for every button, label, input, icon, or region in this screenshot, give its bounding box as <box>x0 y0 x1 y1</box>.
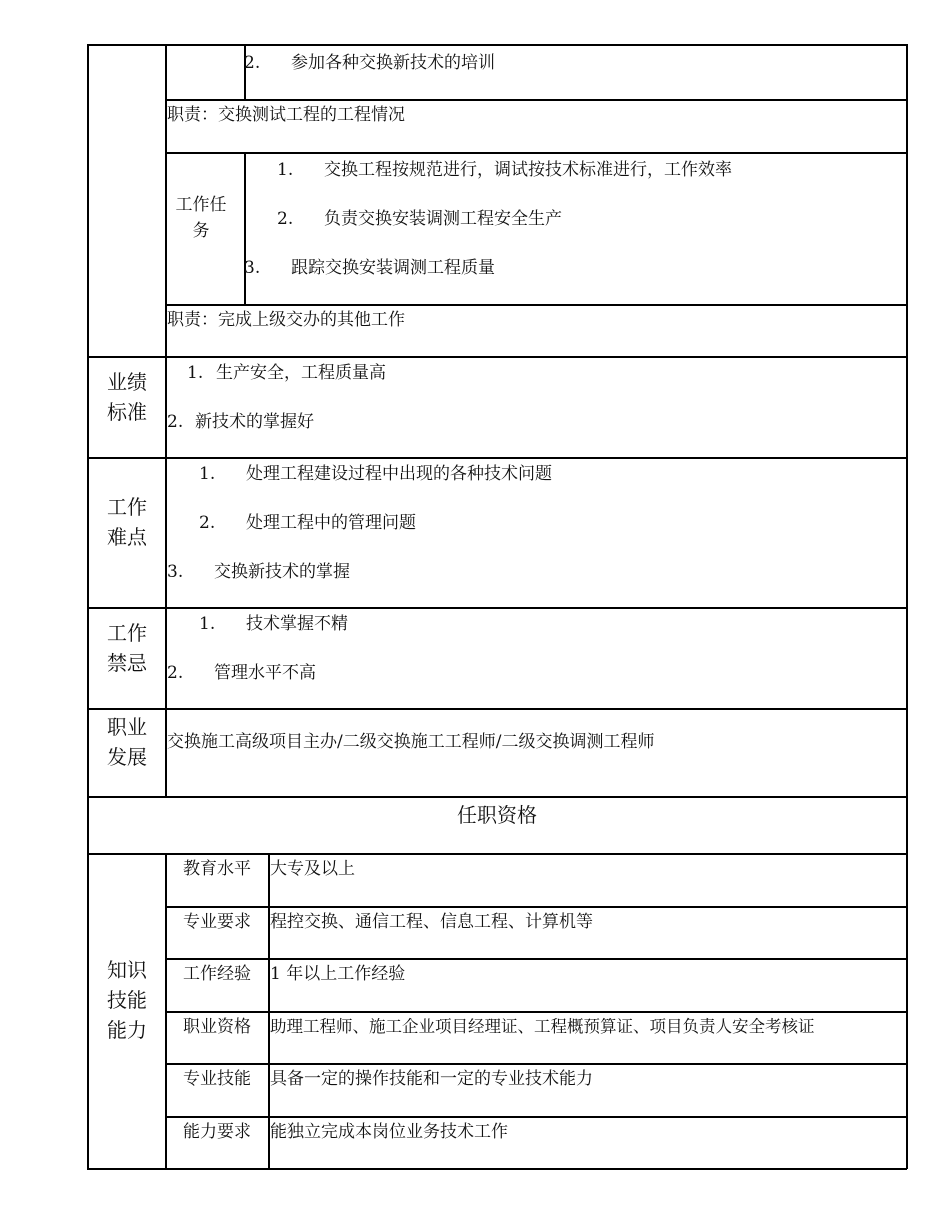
qualification-label: 知识 技能 能力 <box>107 958 147 1042</box>
qual-row-line-4 <box>165 1063 907 1065</box>
task-2-number: 2. <box>277 209 294 229</box>
qual-key-certification: 职业资格 <box>183 1017 251 1037</box>
qual-value-ability: 能独立完成本岗位业务技术工作 <box>270 1122 508 1142</box>
taboo-item-1-number: 1. <box>199 614 216 634</box>
training-item-text: 参加各种交换新技术的培训 <box>291 53 495 73</box>
task-1-text: 交换工程按规范进行，调试按技术标准进行，工作效率 <box>324 160 732 180</box>
qual-key-experience: 工作经验 <box>183 964 251 984</box>
section-line-difficulty <box>87 457 907 459</box>
border-bottom <box>87 1168 907 1170</box>
qual-row-line-1 <box>165 906 907 908</box>
qual-row-line-5 <box>165 1116 907 1118</box>
qual-key-ability: 能力要求 <box>183 1122 251 1142</box>
difficulty-item-3-number: 3. <box>167 562 184 582</box>
difficulty-item-3-text: 交换新技术的掌握 <box>214 562 350 582</box>
qual-value-experience: 1 年以上工作经验 <box>270 964 406 984</box>
qual-key-education: 教育水平 <box>183 859 251 879</box>
qual-key-skills: 专业技能 <box>183 1069 251 1089</box>
subcol-divider-2 <box>244 152 246 305</box>
difficulty-item-2-number: 2. <box>199 513 216 533</box>
section-line-career <box>87 708 907 710</box>
duty-testing: 职责：交换测试工程的工程情况 <box>167 105 405 125</box>
task-2-text: 负责交换安装调测工程安全生产 <box>324 209 562 229</box>
duty-other: 职责：完成上级交办的其他工作 <box>167 310 405 330</box>
task-label: 工作任 务 <box>175 195 227 241</box>
performance-item-1-text: 生产安全，工程质量高 <box>216 363 386 383</box>
border-top <box>87 44 907 46</box>
difficulty-item-2-text: 处理工程中的管理问题 <box>246 513 416 533</box>
qual-row-line-3 <box>165 1011 907 1013</box>
section-line-qualification <box>87 796 907 798</box>
taboo-label: 工作 禁忌 <box>107 621 147 675</box>
career-path: 交换施工高级项目主办/二级交换施工工程师/二级交换调测工程师 <box>167 732 655 752</box>
qual-key-major: 专业要求 <box>183 912 251 932</box>
performance-item-2-text: 新技术的掌握好 <box>195 412 314 432</box>
task-3-number: 3. <box>244 258 261 278</box>
taboo-item-2-number: 2. <box>167 663 184 683</box>
difficulty-label: 工作 难点 <box>107 495 147 549</box>
performance-item-2-number: 2. <box>167 412 184 432</box>
qual-row-line-2 <box>165 958 907 960</box>
training-item-number: 2. <box>244 53 261 73</box>
section-line-qual-body <box>87 853 907 855</box>
task-1-number: 1. <box>277 160 294 180</box>
taboo-item-2-text: 管理水平不高 <box>214 663 316 683</box>
row-line-duty1-bottom <box>165 152 907 154</box>
qual-value-skills: 具备一定的操作技能和一定的专业技术能力 <box>270 1069 593 1089</box>
task-3-text: 跟踪交换安装调测工程质量 <box>291 258 495 278</box>
row-line-tasks-bottom <box>165 304 907 306</box>
qual-value-education: 大专及以上 <box>270 859 355 879</box>
row-line-duty1-top <box>165 99 907 101</box>
qual-value-certification: 助理工程师、施工企业项目经理证、工程概预算证、项目负责人安全考核证 <box>270 1017 815 1036</box>
career-label: 职业 发展 <box>107 715 147 769</box>
difficulty-item-1-text: 处理工程建设过程中出现的各种技术问题 <box>246 464 552 484</box>
difficulty-item-1-number: 1. <box>199 464 216 484</box>
section-line-performance <box>87 356 907 358</box>
performance-label: 业绩 标准 <box>107 370 147 424</box>
taboo-item-1-text: 技术掌握不精 <box>246 614 348 634</box>
qualification-title: 任职资格 <box>457 803 537 827</box>
performance-item-1-number: 1. <box>187 363 204 383</box>
qual-value-major: 程控交换、通信工程、信息工程、计算机等 <box>270 912 593 932</box>
section-line-taboo <box>87 607 907 609</box>
